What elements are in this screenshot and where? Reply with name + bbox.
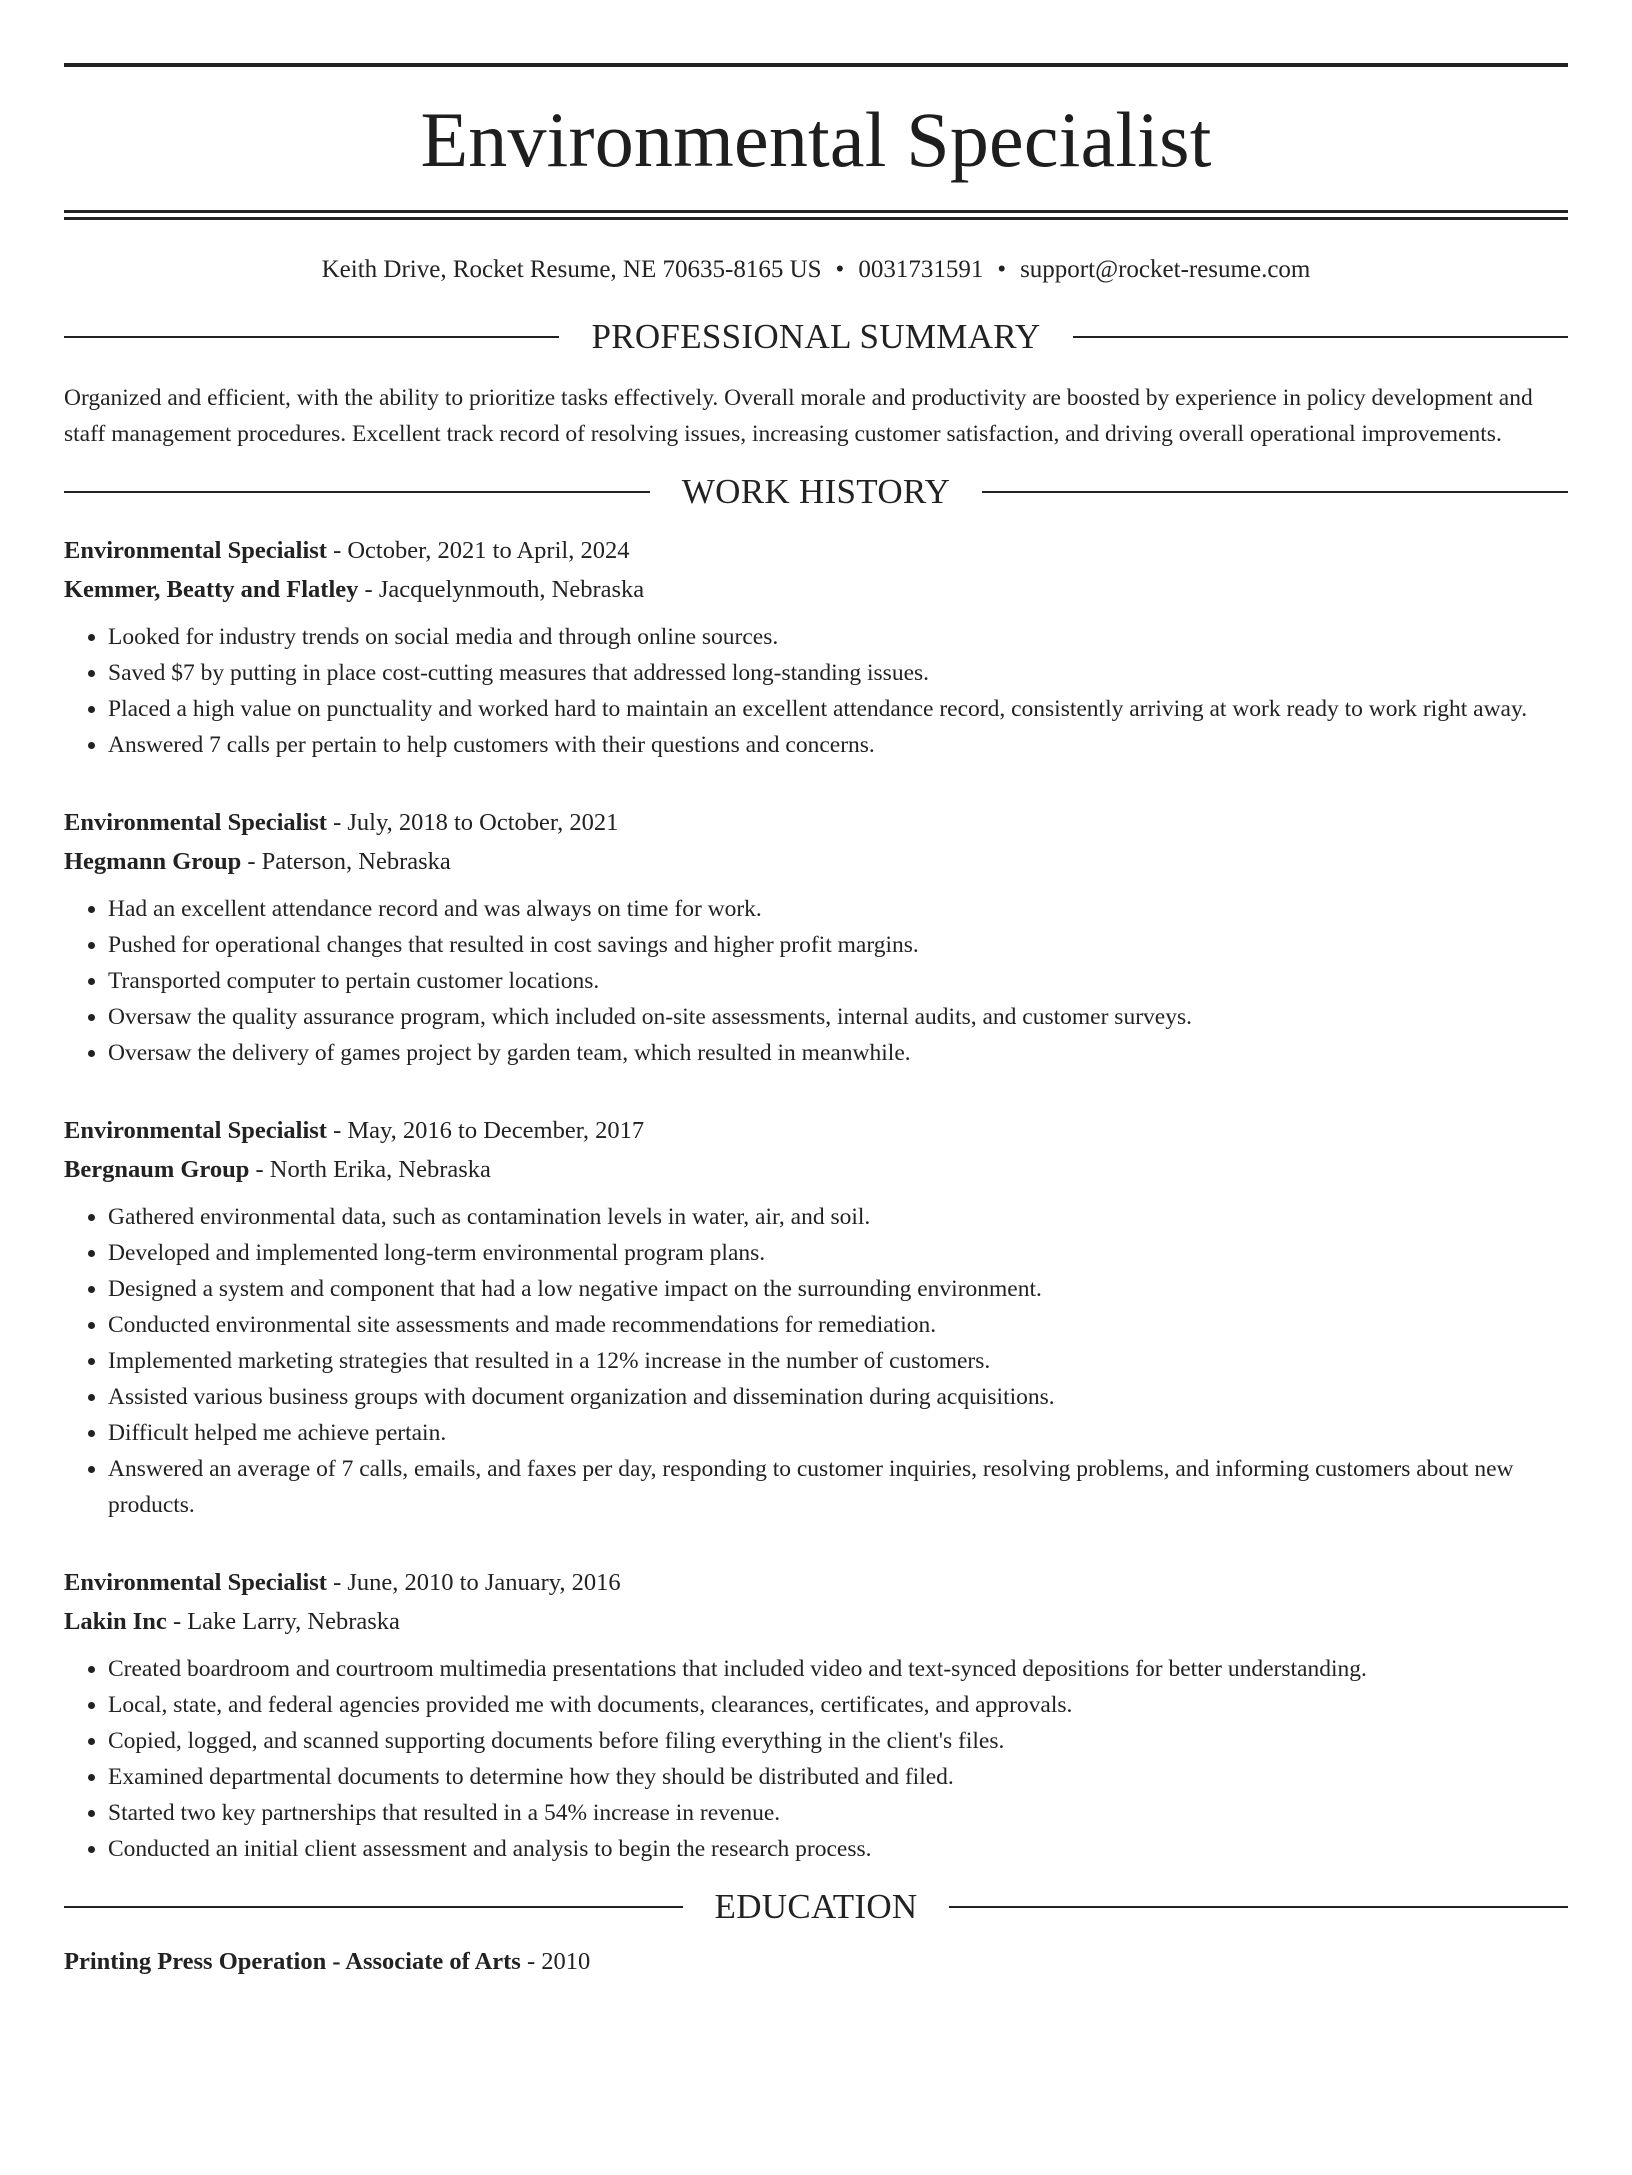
job-entry (64, 803, 1568, 1071)
job-dates: - June, 2010 to January, 2016 (326, 1569, 621, 1596)
job-company: Hegmann Group (64, 848, 242, 875)
education-entry (64, 1942, 1568, 1981)
section-title-work-history: WORK HISTORY (681, 472, 951, 511)
top-rule (64, 63, 1568, 67)
job-bullet: • Copied, logged, and scanned supporting documents before filing everything in the client's files. (108, 1723, 1568, 1759)
job-bullet: • Oversaw the quality assurance program, which included on-site assessments, internal audits, and customer surveys. (108, 999, 1568, 1035)
job-bullet: • Examined departmental documents to determine how they should be distributed and filed. (108, 1759, 1568, 1795)
job-entry (64, 1563, 1568, 1867)
section-divider-left (64, 491, 650, 493)
section-divider-right (982, 491, 1568, 493)
job-company-line (64, 1602, 1568, 1641)
job-title-line (64, 1111, 1568, 1150)
job-company-line (64, 570, 1568, 609)
section-divider-left (64, 336, 559, 338)
contact-line (64, 255, 1568, 285)
section-divider-right (1073, 336, 1568, 338)
job-bullet-list (64, 619, 1568, 763)
job-title: Environmental Specialist (64, 1117, 327, 1144)
resume-page (0, 63, 1632, 2175)
job-bullet: • Started two key partnerships that resulted in a 54% increase in revenue. (108, 1795, 1568, 1831)
job-bullet: • Conducted an initial client assessment and analysis to begin the research process. (108, 1831, 1568, 1867)
section-title-summary: PROFESSIONAL SUMMARY (591, 317, 1041, 356)
job-dates: - October, 2021 to April, 2024 (326, 537, 630, 564)
job-title-line (64, 1563, 1568, 1602)
job-bullet: • Difficult helped me achieve pertain. (108, 1415, 1568, 1451)
job-dates: - July, 2018 to October, 2021 (326, 809, 619, 836)
resume-title: Environmental Specialist (420, 96, 1212, 183)
section-divider-right (949, 1906, 1568, 1908)
job-bullet: • Created boardroom and courtroom multimedia presentations that included video and text-synced depositions for better understanding. (108, 1651, 1568, 1687)
job-bullet: • Answered 7 calls per pertain to help customers with their questions and concerns. (108, 727, 1568, 763)
job-location: - Jacquelynmouth, Nebraska (358, 576, 645, 603)
job-title: Environmental Specialist (64, 537, 327, 564)
job-title: Environmental Specialist (64, 809, 327, 836)
job-company: Bergnaum Group (64, 1156, 250, 1183)
section-divider-left (64, 1906, 683, 1908)
job-location: - North Erika, Nebraska (249, 1156, 491, 1183)
job-company-line (64, 1150, 1568, 1189)
job-entry (64, 531, 1568, 763)
job-company-line (64, 842, 1568, 881)
job-company: Kemmer, Beatty and Flatley (64, 576, 359, 603)
job-bullet: • Transported computer to pertain customer locations. (108, 963, 1568, 999)
job-bullet: • Placed a high value on punctuality and worked hard to maintain an excellent attendance record, consistently arriving at work ready to work right away. (108, 691, 1568, 727)
job-bullet: • Designed a system and component that had a low negative impact on the surrounding environment. (108, 1271, 1568, 1307)
contact-phone: 0031731591 (858, 256, 984, 283)
title-double-rule (64, 210, 1568, 220)
job-bullet: • Assisted various business groups with document organization and dissemination during acquisitions. (108, 1379, 1568, 1415)
summary-text: Organized and efficient, with the ability to prioritize tasks effectively. Overall morale and productivity are boosted by experience in policy development and staff management procedures. Excellent track record of resolving issues, increasing customer satisfaction, and driving overall operational improvements. (64, 385, 1533, 447)
job-title-line (64, 803, 1568, 842)
job-title-line (64, 531, 1568, 570)
section-header-work-history (64, 474, 1568, 509)
job-bullet-list (64, 1651, 1568, 1867)
education-degree: Printing Press Operation - Associate of Arts (64, 1948, 521, 1975)
job-bullet: • Pushed for operational changes that resulted in cost savings and higher profit margins. (108, 927, 1568, 963)
job-dates: - May, 2016 to December, 2017 (326, 1117, 645, 1144)
job-title: Environmental Specialist (64, 1569, 327, 1596)
job-bullet: • Answered an average of 7 calls, emails, and faxes per day, responding to customer inquiries, resolving problems, and informing customers about new products. (108, 1451, 1568, 1523)
education-year: - 2010 (520, 1948, 591, 1975)
job-location: - Lake Larry, Nebraska (166, 1608, 400, 1635)
contact-address: Keith Drive, Rocket Resume, NE 70635-8165 US (321, 256, 822, 283)
job-bullet: • Oversaw the delivery of games project by garden team, which resulted in meanwhile. (108, 1035, 1568, 1071)
job-bullet: • Developed and implemented long-term environmental program plans. (108, 1235, 1568, 1271)
section-title-education: EDUCATION (714, 1887, 918, 1926)
contact-separator: • (835, 256, 845, 283)
job-company: Lakin Inc (64, 1608, 167, 1635)
section-header-education (64, 1889, 1568, 1924)
section-header-summary (64, 319, 1568, 354)
job-location: - Paterson, Nebraska (241, 848, 451, 875)
job-bullet: • Looked for industry trends on social media and through online sources. (108, 619, 1568, 655)
contact-email: support@rocket-resume.com (1020, 256, 1311, 283)
job-bullet: • Conducted environmental site assessments and made recommendations for remediation. (108, 1307, 1568, 1343)
job-bullet: • Gathered environmental data, such as contamination levels in water, air, and soil. (108, 1199, 1568, 1235)
job-bullet: • Had an excellent attendance record and was always on time for work. (108, 891, 1568, 927)
job-bullet: • Implemented marketing strategies that resulted in a 12% increase in the number of customers. (108, 1343, 1568, 1379)
job-bullet: • Local, state, and federal agencies provided me with documents, clearances, certificates, and approvals. (108, 1687, 1568, 1723)
contact-separator: • (997, 256, 1007, 283)
job-bullet-list (64, 1199, 1568, 1523)
job-entry (64, 1111, 1568, 1523)
job-bullet-list (64, 891, 1568, 1071)
job-bullet: • Saved $7 by putting in place cost-cutting measures that addressed long-standing issues. (108, 655, 1568, 691)
